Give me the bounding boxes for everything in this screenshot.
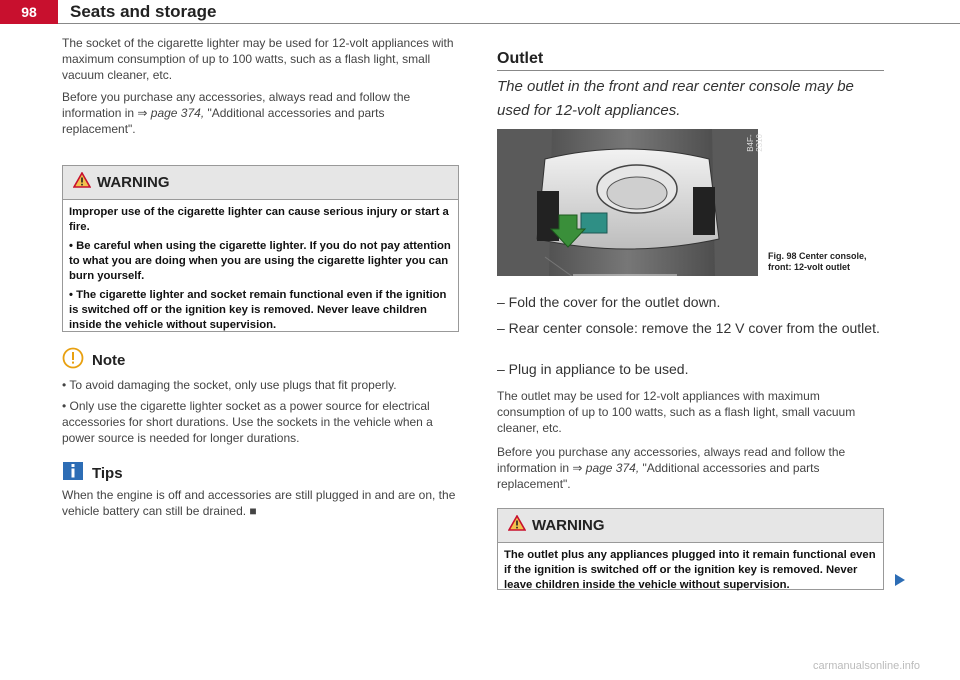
accessories-text-post: "Additional accessories and parts replacement".: [62, 106, 385, 136]
warning-body: [498, 543, 883, 603]
warning-triangle-icon: [73, 172, 91, 193]
instruction-step: – Plug in appliance to be used.: [497, 361, 689, 377]
warning-triangle-icon: [508, 515, 526, 536]
console-illustration: [497, 129, 758, 276]
section-title: Outlet: [497, 50, 544, 67]
outlet-warning-box: [497, 508, 884, 590]
note-label: Note: [92, 352, 126, 369]
warning-line: • Be careful when using the cigarette lighter. If you do not pay attention to what you are doing when you are using the cigarette lighter you can burn yourself.: [69, 240, 451, 282]
note-item: • To avoid damaging the socket, only use plugs that fit properly.: [62, 378, 397, 392]
lighter-warning-box: [62, 165, 459, 332]
note-item: • Only use the cigarette lighter socket as a power source for electrical accessories for short durations. Use the sockets in the vehicle when a power source is needed for longer durations.: [62, 399, 433, 445]
note-header: [62, 347, 125, 374]
page-reference-link[interactable]: ⇒ page 374,: [572, 461, 640, 475]
warning-body: [63, 200, 458, 343]
accessories-text-pre: Before you purchase any accessories, always read and follow the information in: [62, 90, 411, 120]
warning-line: Improper use of the cigarette lighter can cause serious injury or start a fire.: [69, 206, 449, 233]
warning-line: • The cigarette lighter and socket remain functional even if the ignition is switched off or the ignition key is removed. Never leave children inside the vehicle without supervision.: [69, 289, 447, 331]
outlet-paragraph: The outlet may be used for 12-volt appliances with maximum consumption of up to 100 watts, such as a flash light, small vacuum cleaner, etc.: [497, 389, 856, 435]
figure-code: B4F-2310: [746, 134, 764, 152]
instruction-step: – Fold the cover for the outlet down.: [497, 294, 721, 310]
accessories-text-pre: Before you purchase any accessories, always read and follow the information in: [497, 445, 846, 475]
figure-caption: Fig. 98 Center console, front: 12-volt outlet: [768, 251, 867, 272]
center-console-figure: [497, 129, 758, 276]
watermark: carmanualsonline.info: [812, 660, 920, 672]
page-number: 98: [0, 0, 58, 24]
tips-header: [62, 461, 123, 486]
accessories-paragraph: [62, 89, 459, 137]
lighter-intro-paragraph: The socket of the cigarette lighter may be used for 12-volt appliances with maximum consumption of up to 100 watts, such as a flash light, small vacuum cleaner, etc.: [62, 36, 454, 82]
note-circle-icon: [62, 347, 84, 374]
section-rule: [497, 70, 884, 71]
tips-info-icon: [62, 461, 84, 486]
warning-label: WARNING: [97, 174, 170, 191]
page-reference-link[interactable]: ⇒ page 374,: [137, 106, 205, 120]
accessories-text-post: "Additional accessories and parts replacement".: [497, 461, 820, 491]
tips-label: Tips: [92, 465, 123, 482]
warning-header: [498, 509, 883, 543]
chapter-title: Seats and storage: [70, 2, 217, 21]
warning-line: The outlet plus any appliances plugged into it remain functional even if the ignition is switched off or the ignition key is removed. Never leave children inside the vehicle without supervision.: [504, 549, 876, 591]
warning-header: [63, 166, 458, 200]
accessories-paragraph-right: [497, 444, 884, 492]
continue-arrow-icon: [893, 573, 907, 592]
instruction-step: – Rear center console: remove the 12 V cover from the outlet.: [497, 320, 880, 336]
header-rule: [58, 23, 960, 24]
section-intro: The outlet in the front and rear center console may be used for 12-volt appliances.: [497, 78, 854, 119]
tips-text: When the engine is off and accessories are still plugged in and are on, the vehicle battery can still be drained. ■: [62, 488, 456, 518]
warning-label: WARNING: [532, 517, 605, 534]
